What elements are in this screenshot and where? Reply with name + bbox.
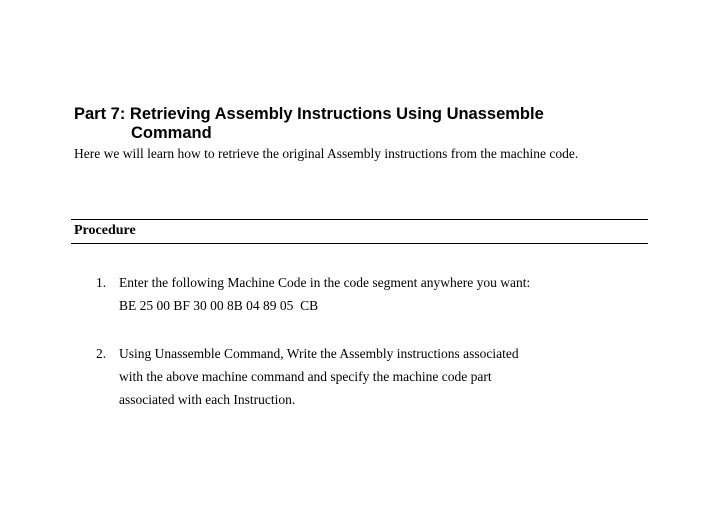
- section-rule-bottom: [71, 243, 648, 244]
- step-text: Enter the following Machine Code in the code segment anywhere you want:: [119, 275, 531, 290]
- procedure-steps: [96, 271, 616, 411]
- step-number: 1.: [96, 275, 107, 290]
- intro-paragraph: Here we will learn how to retrieve the original Assembly instructions from the machine code.: [74, 146, 579, 161]
- procedure-step-1: [96, 271, 616, 317]
- step-number: 2.: [96, 346, 107, 361]
- step-text-line: Using Unassemble Command, Write the Assembly instructions associated: [119, 346, 519, 361]
- step-text-line: associated with each Instruction.: [119, 392, 296, 407]
- section-title: Procedure: [74, 223, 136, 238]
- heading-line-2: Command: [131, 124, 212, 142]
- machine-code: BE 25 00 BF 30 00 8B 04 89 05 CB: [119, 298, 319, 313]
- section-rule-top: [71, 219, 648, 220]
- step-text-line: with the above machine command and specify the machine code part: [119, 369, 492, 384]
- part-heading: [74, 105, 634, 143]
- heading-line-1: Part 7: Retrieving Assembly Instructions Using Unassemble: [74, 105, 544, 123]
- procedure-step-2: [96, 342, 616, 411]
